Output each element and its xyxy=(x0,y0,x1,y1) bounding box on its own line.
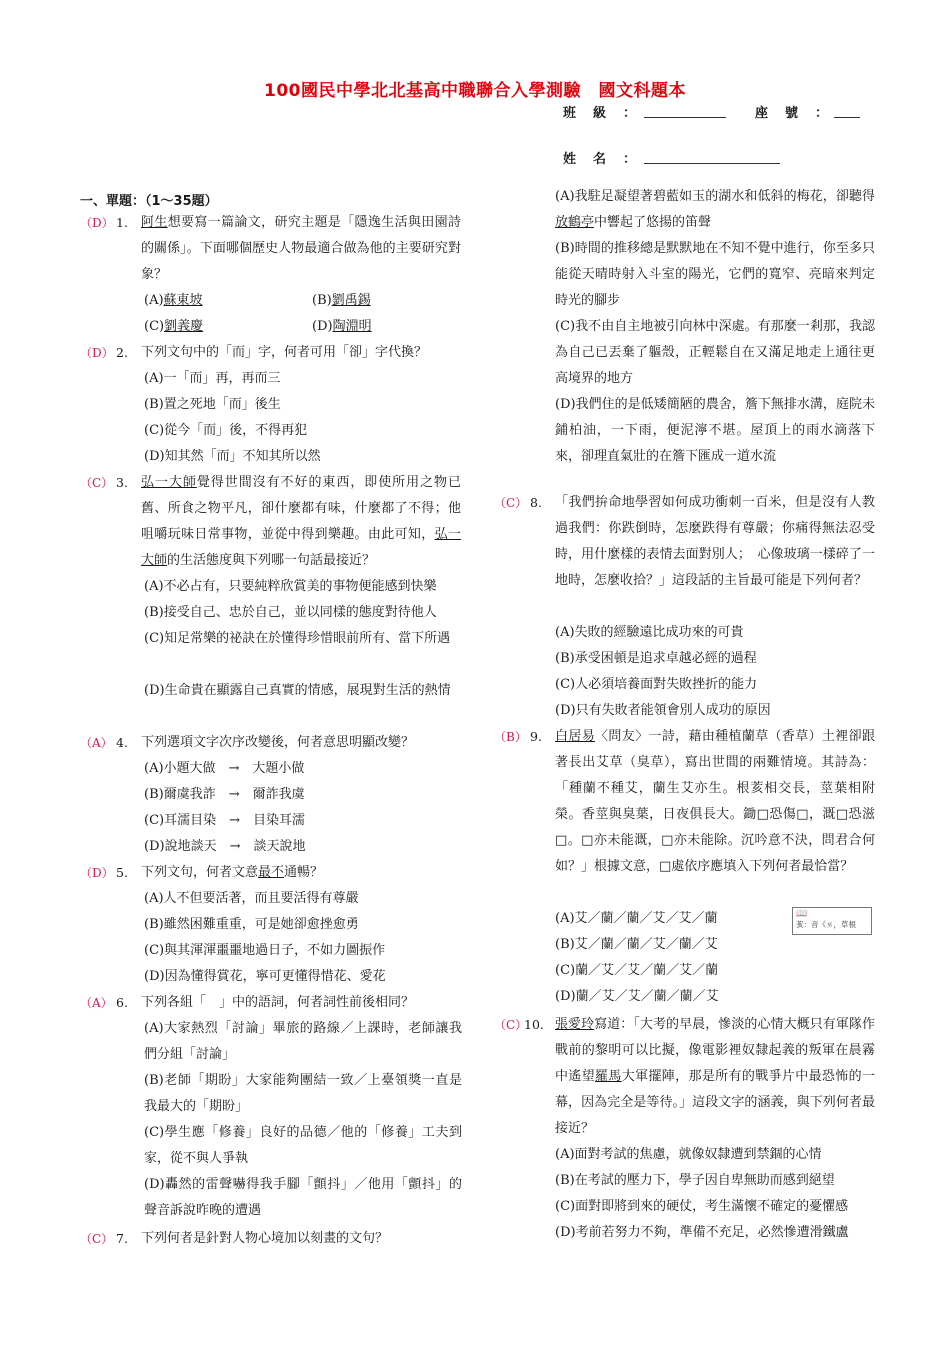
question-number: 8. xyxy=(530,495,542,510)
option-a[interactable]: (A)失敗的經驗遠比成功來的可貴 xyxy=(555,625,744,640)
place-name: 放鶴亭 xyxy=(555,215,595,230)
option-c[interactable]: (C)人必須培養面對失敗挫折的能力 xyxy=(555,677,758,692)
option-b[interactable]: (B)艾／蘭／蘭／艾／蘭／艾 xyxy=(555,937,718,952)
option-b[interactable]: (B)置之死地「而」後生 xyxy=(144,397,281,412)
question-stem xyxy=(555,1012,875,1142)
option-text: (A)我駐足凝望著碧藍如玉的湖水和低斜的梅花，卻聽得 xyxy=(555,189,875,204)
option-a[interactable] xyxy=(555,184,875,236)
question-stem xyxy=(141,210,461,288)
stem-text: 〈問友〉一詩，藉由種植蘭草（香草）土裡卻跟著長出艾草（臭草），寫出世間的兩難情境。其詩為：「種蘭不種艾，蘭生艾亦生。根荄相交長，莖葉相附榮。香莖與臭葉，日夜俱長大。鋤□恐傷□，溉□恐滋□。□亦未能溉，□亦未能除。沉吟意不決，問君合何如？」根據文意，□處依序應填入下列何者最恰當？ xyxy=(555,729,875,874)
question-number: 4. xyxy=(116,735,128,750)
question-6 xyxy=(80,990,480,1224)
option-d[interactable]: (D)生命貴在顯露自己真實的情感，展現對生活的熱情 xyxy=(144,683,451,698)
option-a[interactable]: (A)大家熱烈「討論」畢旅的路線／上課時，老師讓我們分組「討論」 xyxy=(144,1021,462,1062)
question-1 xyxy=(80,210,480,340)
option-a[interactable]: (A)人不但要活著，而且要活得有尊嚴 xyxy=(144,891,359,906)
option-text: 劉義慶 xyxy=(164,319,204,334)
name-label: 姓 名 ： xyxy=(563,152,639,167)
option-d[interactable]: (D)只有失敗者能領會別人成功的原因 xyxy=(555,703,771,718)
section-title: 一、單題：（1～35題） xyxy=(80,194,218,209)
question-number: 6. xyxy=(116,995,128,1010)
question-stem: 下列選項文字次序改變後，何者意思明顯改變？ xyxy=(141,735,415,750)
person-name: 弘一大師 xyxy=(141,475,197,490)
question-7-options xyxy=(555,184,885,474)
answer-key: （C） xyxy=(494,496,528,510)
question-stem: 下列各組「 」中的語詞，何者詞性前後相同？ xyxy=(141,995,415,1010)
option-c[interactable]: (C)耳濡目染 → 目染耳濡 xyxy=(144,813,305,828)
answer-key: （D） xyxy=(80,216,114,230)
page-title: 100國民中學北北基高中職聯合入學測驗 國文科題本 xyxy=(264,81,686,101)
option-d[interactable]: (D)轟然的雷聲嚇得我手腳「顫抖」／他用「顫抖」的聲音訴說昨晚的遭遇 xyxy=(144,1177,462,1218)
option-b[interactable]: (B)承受困頓是追求卓越必經的過程 xyxy=(555,651,757,666)
option-d[interactable]: (D)說地談天 → 談天說地 xyxy=(144,839,306,854)
option-d[interactable]: (D)我們住的是低矮簡陋的農舍，簷下無排水溝，庭院未鋪柏油，一下雨，便泥濘不堪。屋頂上的雨水滴落下來，卻理直氣壯的在簷下匯成一道水流 xyxy=(555,397,875,464)
option-c[interactable]: (C)面對即將到來的硬仗，考生滿懷不確定的憂懼感 xyxy=(555,1199,849,1214)
answer-key: （D） xyxy=(80,346,114,360)
question-5 xyxy=(80,860,480,990)
stem-text: 寫道：「大考的早晨，慘淡的心情大概只有軍隊作戰前的黎明可以比擬，像電影裡奴隸起義的叛軍在晨霧中遙望 xyxy=(555,1017,875,1084)
stem-text: 通暢？ xyxy=(284,865,324,880)
question-number: 3. xyxy=(116,475,128,490)
option-c[interactable]: (C)學生應「修養」良好的品德／他的「修養」工夫到家，從不與人爭執 xyxy=(144,1125,462,1166)
question-9 xyxy=(494,724,894,1014)
question-number: 5. xyxy=(116,865,128,880)
stem-text: 的生活態度與下列哪一句話最接近？ xyxy=(167,553,376,568)
question-number: 7. xyxy=(116,1231,128,1246)
option-d[interactable]: (D)蘭／艾／艾／蘭／蘭／艾 xyxy=(555,989,719,1004)
option-a[interactable]: (A)不必占有，只要純粹欣賞美的事物便能感到快樂 xyxy=(144,579,437,594)
option-d[interactable]: (D)知其然「而」不知其所以然 xyxy=(144,449,321,464)
option-label: (C) xyxy=(144,319,165,334)
option-c[interactable]: (C)與其渾渾噩噩地過日子，不如力圖振作 xyxy=(144,943,386,958)
option-b[interactable] xyxy=(312,288,462,314)
option-text: 劉禹錫 xyxy=(331,293,371,308)
option-c[interactable]: (C)從今「而」後，不得再犯 xyxy=(144,423,308,438)
annotation-note xyxy=(792,907,872,935)
option-b[interactable]: (B)爾虞我詐 → 爾詐我虞 xyxy=(144,787,305,802)
answer-key: （B） xyxy=(494,730,527,744)
question-stem: 下列文句中的「而」字，何者可用「卻」字代換？ xyxy=(141,345,428,360)
option-b[interactable]: (B)時間的推移總是默默地在不知不覺中進行，你至多只能從天晴時射入斗室的陽光，它們的寬窄、亮暗來判定時光的腳步 xyxy=(555,241,875,308)
stem-text: 下列文句，何者文意 xyxy=(141,865,259,880)
answer-key: （A） xyxy=(80,736,113,750)
person-name: 阿生 xyxy=(141,215,168,230)
option-c[interactable]: (C)我不由自主地被引向林中深處。有那麼一剎那，我認為自己已丟棄了軀殼，正輕鬆自在又滿足地走上通往更高境界的地方 xyxy=(555,319,875,386)
class-label: 班 級 ： xyxy=(563,106,639,121)
person-name: 白居易 xyxy=(555,729,596,744)
question-number: 2. xyxy=(116,345,128,360)
stem-emphasis: 最不 xyxy=(258,865,285,880)
option-text: 陶淵明 xyxy=(332,319,372,334)
question-7 xyxy=(80,1226,480,1254)
option-d[interactable]: (D)考前若努力不夠，準備不充足，必然慘遭滑鐵盧 xyxy=(555,1225,849,1240)
answer-key: （D） xyxy=(80,866,114,880)
question-number: 1. xyxy=(116,215,128,230)
option-label: (D) xyxy=(312,319,333,334)
place-name: 羅馬 xyxy=(595,1069,622,1084)
question-stem: 下列何者是針對人物心境加以刻畫的文句？ xyxy=(141,1231,389,1246)
option-a[interactable]: (A)面對考試的焦慮，就像奴隸遭到禁錮的心情 xyxy=(555,1147,822,1162)
person-name: 弘一大師 xyxy=(141,527,461,568)
question-3 xyxy=(80,470,480,730)
answer-key: （A） xyxy=(80,996,113,1010)
question-10 xyxy=(494,1012,894,1246)
question-stem xyxy=(555,724,875,880)
stem-text: 想要寫一篇論文，研究主題是「隱逸生活與田園詩的關係」。下面哪個歷史人物最適合做為他的主要研究對象？ xyxy=(141,215,461,282)
option-a[interactable]: (A)小題大做 → 大題小做 xyxy=(144,761,305,776)
option-d[interactable]: (D)因為懂得賞花，寧可更懂得惜花、愛花 xyxy=(144,969,386,984)
note-text: 荄：音《ㄞ，草根 xyxy=(796,920,856,929)
class-blank[interactable] xyxy=(644,117,726,118)
answer-key: （C） xyxy=(80,476,114,490)
option-c[interactable] xyxy=(144,314,294,340)
question-4 xyxy=(80,730,480,860)
book-icon: 📖 xyxy=(796,909,808,919)
question-stem xyxy=(141,470,461,574)
answer-key: （C） xyxy=(80,1232,114,1246)
option-b[interactable]: (B)在考試的壓力下，學子因自卑無助而感到絕望 xyxy=(555,1173,835,1188)
question-stem: 「我們拚命地學習如何成功衝刺一百米，但是沒有人教過我們：你跌倒時，怎麼跌得有尊嚴；你痛得無法忍受時，用什麼樣的表情去面對別人； 心像玻璃一樣碎了一地時，怎麼收拾？」這段話的主旨最可能是下列何者？ xyxy=(555,495,875,588)
option-text: 中響起了悠揚的笛聲 xyxy=(594,215,712,230)
option-d[interactable] xyxy=(312,314,462,340)
answer-key: （C） xyxy=(494,1018,528,1032)
option-label: (B) xyxy=(312,293,332,308)
question-2 xyxy=(80,340,480,470)
option-c[interactable]: (C)蘭／艾／艾／蘭／艾／蘭 xyxy=(555,963,719,978)
question-8 xyxy=(494,490,894,724)
option-b[interactable]: (B)接受自己、忠於自己，並以同樣的態度對待他人 xyxy=(144,605,437,620)
option-text: 蘇東坡 xyxy=(163,293,203,308)
option-b[interactable]: (B)老師「期盼」大家能夠團結一致／上臺領獎一直是我最大的「期盼」 xyxy=(144,1073,462,1114)
stem-text: 大軍擺陣，那是所有的戰爭片中最恐怖的一幕，因為完全是等待。」這段文字的涵義，與下列何者最接近？ xyxy=(555,1069,875,1136)
seat-label: 座 號 ： xyxy=(755,106,831,121)
stem-text: 覺得世間沒有不好的東西，即使所用之物已舊、所食之物平凡，卻什麼都有味，什麼都了不得；他咀嚼玩味日常事物，並從中得到樂趣。由此可知， xyxy=(141,475,461,542)
option-a[interactable]: (A)一「而」再，再而三 xyxy=(144,371,281,386)
question-number: 9. xyxy=(530,729,542,744)
person-name: 張愛玲 xyxy=(555,1017,595,1032)
question-stem xyxy=(141,860,461,886)
option-c[interactable]: (C)知足常樂的祕訣在於懂得珍惜眼前所有、當下所遇 xyxy=(144,631,451,646)
option-a[interactable]: (A)艾／蘭／蘭／艾／艾／蘭 xyxy=(555,911,718,926)
option-a[interactable] xyxy=(144,288,294,314)
option-b[interactable]: (B)雖然困難重重，可是她卻愈挫愈勇 xyxy=(144,917,359,932)
seat-blank[interactable] xyxy=(834,117,860,118)
question-number: 10. xyxy=(524,1017,544,1032)
option-label: (A) xyxy=(144,293,164,308)
name-blank[interactable] xyxy=(644,163,780,164)
